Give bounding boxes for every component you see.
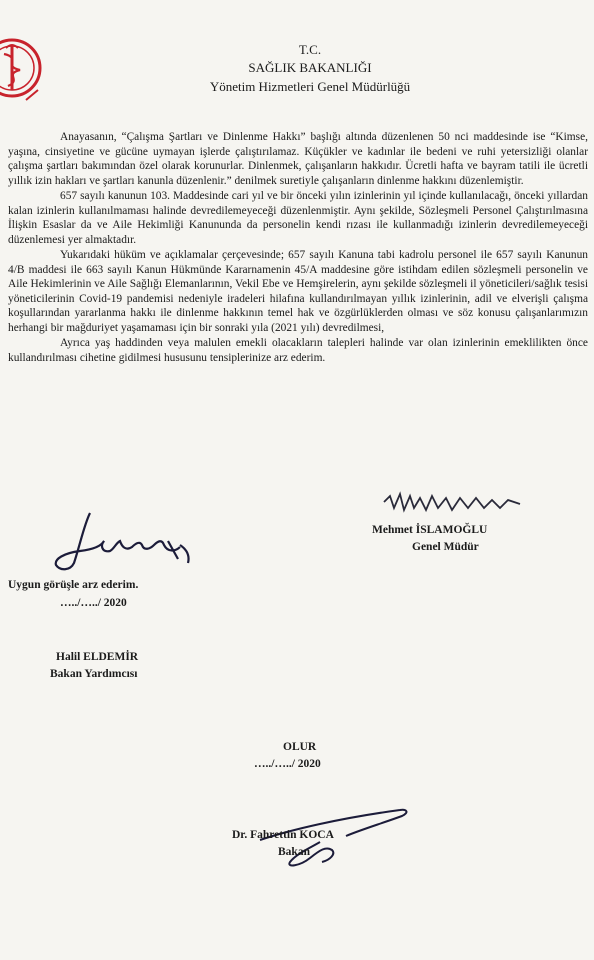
paragraph: Yukarıdaki hüküm ve açıklamalar çerçevesinde; 657 sayılı Kanuna tabi kadrolu personel ile 657 sayılı Kanunun 4/B maddesi ile 663 sayılı Kanun Hükmünde Kararnamenin 45/A maddesine göre istihdam edilen sözleşmeli personelin ve Aile Hekimlerinin ve Aile Sağlığı Elemanlarının, Vekil Ebe ve Hemşirelerin, aynı şekilde sözleşmeli il yöneticileri/sağlık tesisi yöneticilerinin Covid-19 pandemisi nedeniyle iradeleri hilafına kullandırılmayan yıllık izinlerinin, adil ve elverişli çalışma koşullarından yararlanma hakkı ile dinlenme hakkının temel hak ve özgürlüklerden olması ve söz konusu çalışanlarımızın herhangi bir mağduriyet yaşamaması için bir sonraki yıla (2021 yılı) devredilmesi, <box>8 249 588 334</box>
header-ministry: SAĞLIK BAKANLIĞI <box>248 60 372 75</box>
letter-body <box>8 130 588 366</box>
approval-label: OLUR <box>283 741 317 753</box>
minister-title: Bakan <box>278 846 310 858</box>
header-country: T.C. <box>298 42 322 57</box>
minister-name: Dr. Fahrettin KOCA <box>232 829 334 841</box>
signature-general-director <box>380 488 530 524</box>
header-directorate: Yönetim Hizmetleri Genel Müdürlüğü <box>209 79 411 94</box>
paragraph: Anayasanın, “Çalışma Şartları ve Dinlenme Hakkı” başlığı altında düzenlenen 50 nci maddesinde ise “Kimse, yaşına, cinsiyetine ve gücüne uymayan işlerde çalıştırılamaz. Küçükler ve kadınlar ile bedeni ve ruhi yetersizliği olanlar çalışma şartları bakımından özel olarak korunurlar. Dinlenmek, çalışanların hakkıdır. Ücretli hafta ve bayram tatili ile ücretli yıllık izin hakları ve şartları kanunla düzenlenir.” denilmek suretiyle çalışanların dinlenme hakkını düzenlemiştir. <box>8 131 588 187</box>
general-director-name: Mehmet İSLAMOĞLU <box>372 524 488 536</box>
deputy-title: Bakan Yardımcısı <box>50 668 138 680</box>
ministry-logo-icon <box>0 30 46 108</box>
paragraph: 657 sayılı kanunun 103. Maddesinde cari yıl ve bir önceki yılın izinlerinin yıl içinde kullanılacağı, önceki yıllardan kalan izinlerin kullanılmaması halinde devredilemeyeceği düzenlenmiştir. Aynı şekilde, Sözleşmeli Personel Çalıştırılmasına İlişkin Esaslar da ve Aile Hekimliği Kanununda da personelin kendi rızası ile kullanmadığı izinlerin devredilemeyeceği düzenlemesi yer almaktadır. <box>8 190 588 246</box>
general-director-title: Genel Müdür <box>412 541 479 553</box>
approval-request-text: Uygun görüşle arz ederim. <box>8 579 139 591</box>
paragraph: Ayrıca yaş haddinden veya malulen emekli olacakların talepleri halinde var olan izinlerinin emeklilikten önce kullandırılması cihetine gidilmesi hususunu tensiplerinize arz ederim. <box>8 337 588 364</box>
approval-date: …../…../ 2020 <box>254 758 321 770</box>
deputy-name: Halil ELDEMİR <box>56 651 139 663</box>
approval-request-date: …../…../ 2020 <box>60 597 127 609</box>
signature-deputy <box>50 505 200 575</box>
